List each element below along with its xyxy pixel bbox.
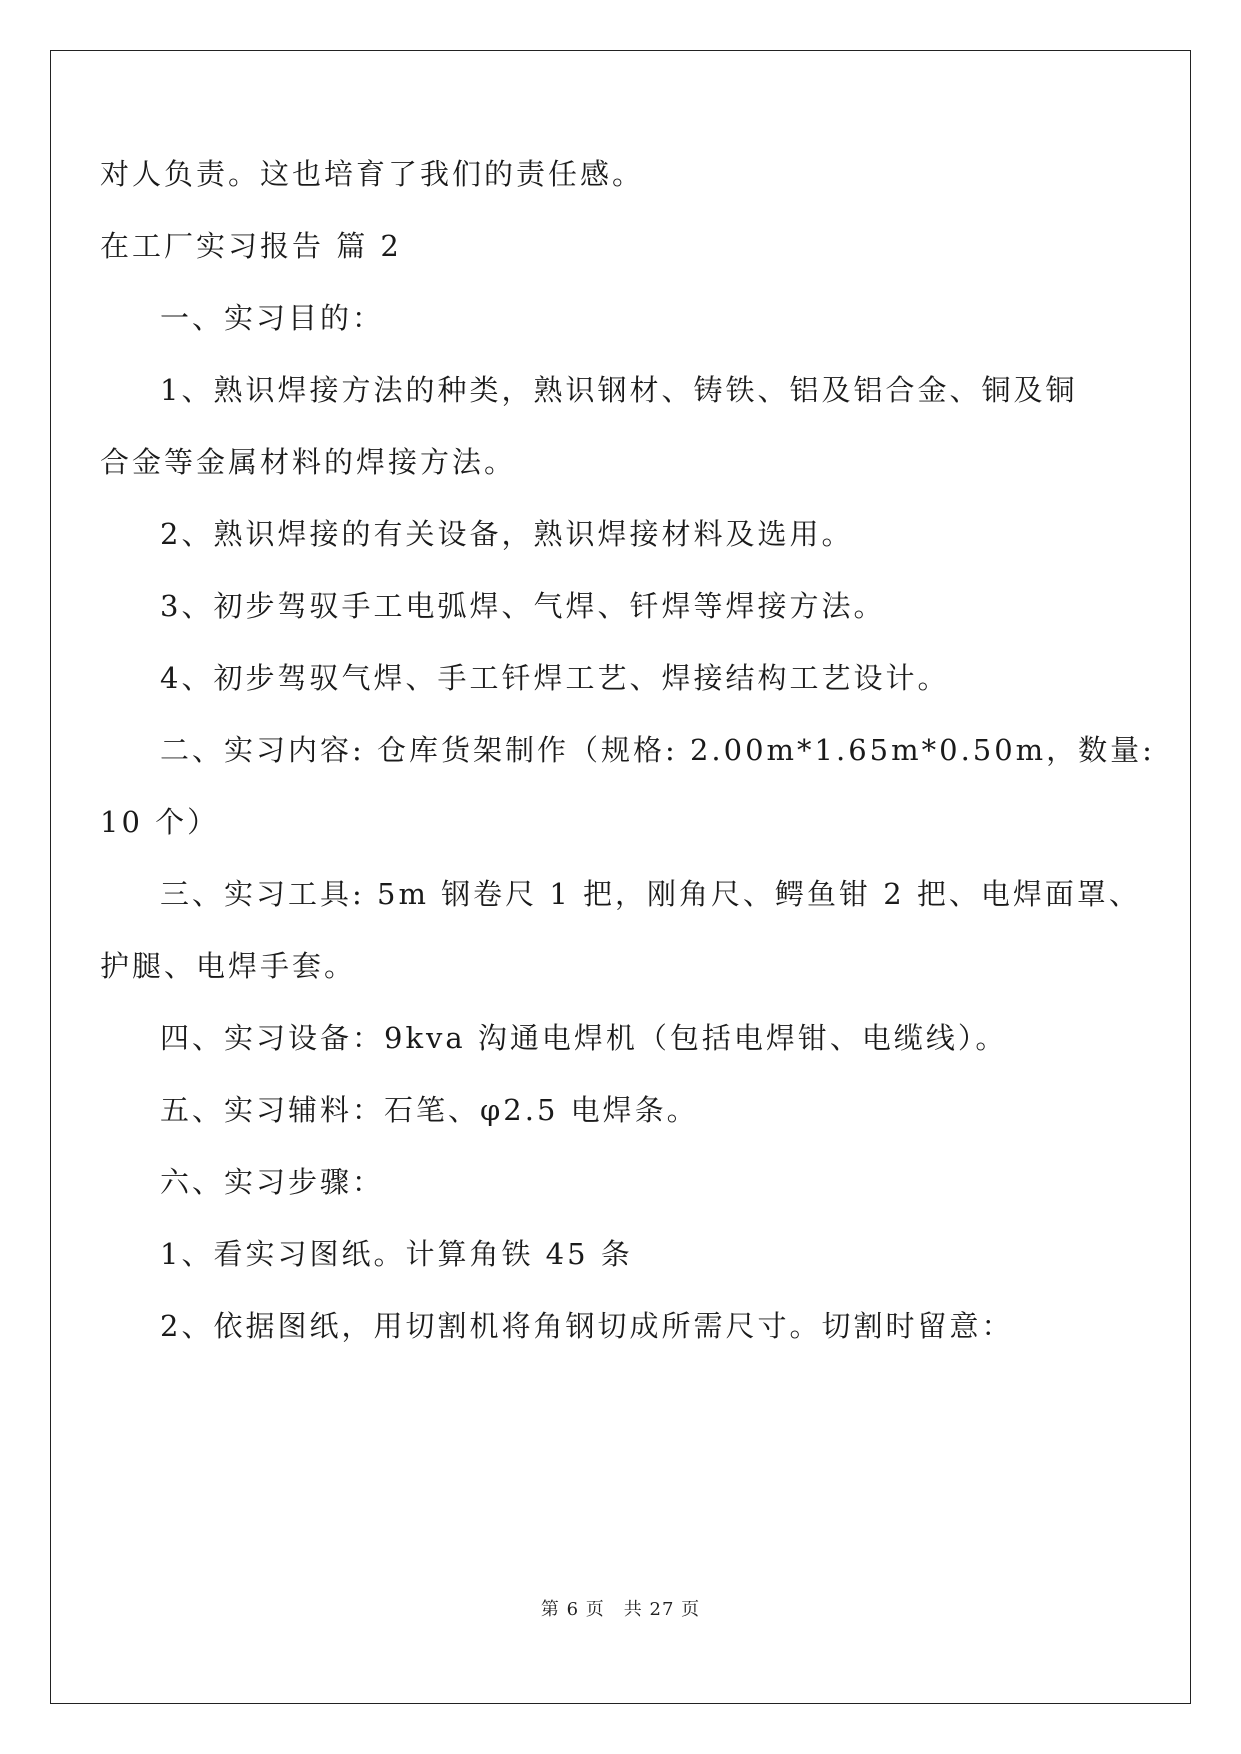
text-line: 2、依据图纸，用切割机将角钢切成所需尺寸。切割时留意：	[160, 1309, 1014, 1343]
text-line: 合金等金属材料的焊接方法。	[100, 445, 517, 479]
text-line: 三、实习工具: 5m 钢卷尺 1 把，刚角尺、鳄鱼钳 2 把、电焊面罩、	[160, 877, 1141, 911]
text-line: 一、实习目的：	[160, 301, 385, 335]
text-line: 10 个）	[100, 805, 220, 839]
text-line: 1、看实习图纸。计算角铁 45 条	[160, 1237, 633, 1271]
page-number-footer: 第 6 页 共 27 页	[540, 1599, 701, 1620]
text-line: 四、实习设备：9kva 沟通电焊机（包括电焊钳、电缆线）。	[160, 1021, 1008, 1055]
text-line: 六、实习步骤：	[160, 1165, 385, 1199]
section-heading: 在工厂实习报告 篇 2	[100, 229, 402, 263]
text-line: 二、实习内容: 仓库货架制作（规格: 2.00m*1.65m*0.50m，数量:	[160, 733, 1155, 767]
text-line: 1、熟识焊接方法的种类，熟识钢材、铸铁、铝及铝合金、铜及铜	[160, 373, 1078, 407]
text-line: 护腿、电焊手套。	[100, 949, 357, 983]
text-line: 4、初步驾驭气焊、手工钎焊工艺、焊接结构工艺设计。	[160, 661, 950, 695]
text-line: 对人负责。这也培育了我们的责任感。	[100, 157, 645, 191]
text-line: 五、实习辅料：石笔、φ2.5 电焊条。	[160, 1093, 699, 1127]
text-line: 2、熟识焊接的有关设备，熟识焊接材料及选用。	[160, 517, 854, 551]
text-line: 3、初步驾驭手工电弧焊、气焊、钎焊等焊接方法。	[160, 589, 886, 623]
